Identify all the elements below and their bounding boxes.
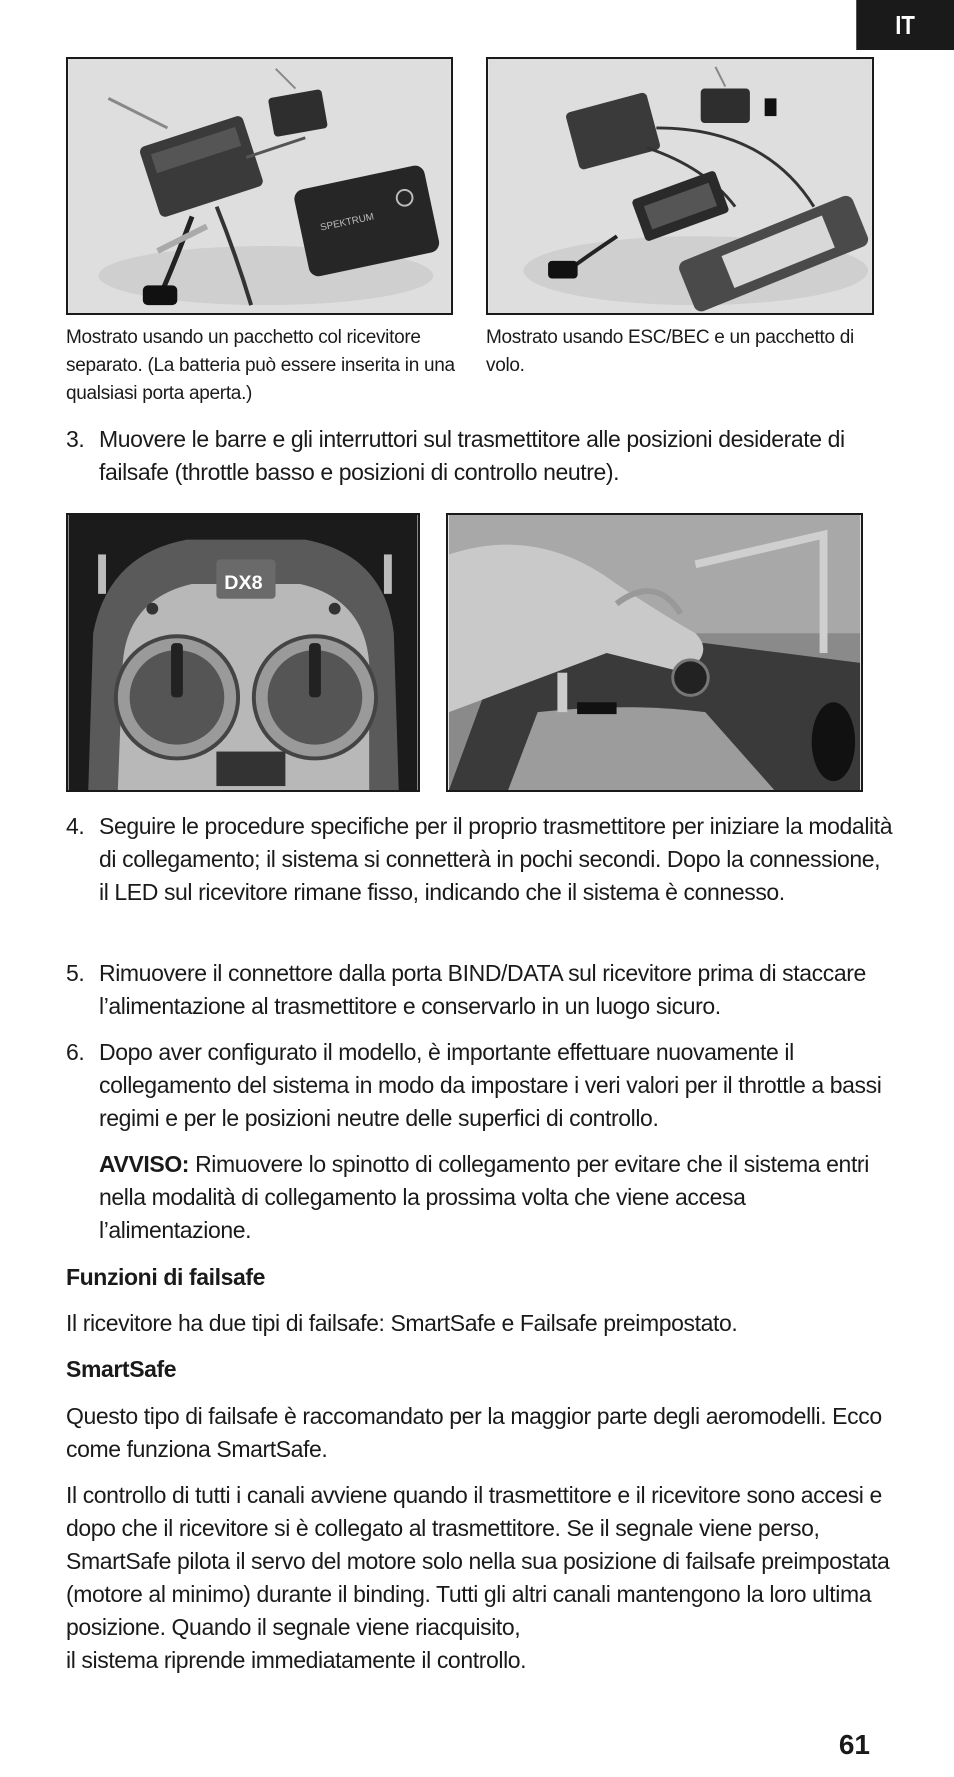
step-text: Dopo aver configurato il modello, è importante effettuare nuovamente il collegamento del sistema in modo da impostare i veri valori per il throttle a bassi regimi e per le posizioni neutre delle superfici di controllo.	[99, 1039, 882, 1131]
smartsafe-para2-end: il sistema riprende immediatamente il controllo.	[66, 1647, 527, 1673]
photo-receiver-battery	[66, 57, 453, 315]
step-3	[66, 423, 896, 489]
heading-smartsafe: SmartSafe	[66, 1356, 177, 1382]
transmitter-logo: DX8	[224, 571, 263, 594]
failsafe-intro: Il ricevitore ha due tipi di failsafe: SmartSafe e Failsafe preimpostato.	[66, 1310, 738, 1336]
receiver-battery-illustration	[68, 59, 451, 313]
photo-receiver-esc	[486, 57, 874, 315]
smartsafe-para1: Questo tipo di failsafe è raccomandato per la maggior parte degli aeromodelli. Ecco come funziona SmartSafe.	[66, 1403, 882, 1462]
step-text: Seguire le procedure specifiche per il proprio trasmettitore per iniziare la modalità di collegamento; il sistema si connetterà in pochi secondi. Dopo la connessione,	[99, 813, 893, 872]
notice-paragraph	[99, 1148, 889, 1247]
step-6	[66, 1036, 896, 1135]
language-tab	[856, 0, 954, 50]
step-number: 4.	[66, 813, 85, 839]
notice-text: Rimuovere lo spinotto di collegamento per evitare che il sistema entri nella modalità di collegamento la prossima volta che viene accesa l’alimentazione.	[99, 1151, 869, 1243]
photo-transmitter-dx8	[66, 513, 420, 792]
step-text-continued: il LED sul ricevitore rimane fisso, indicando che il sistema è connesso.	[99, 879, 785, 905]
step-text: Muovere le barre e gli interruttori sul trasmettitore alle posizioni desiderate di failsafe (throttle basso e posizioni di controllo neutre).	[99, 426, 845, 485]
hand-switch-illustration	[448, 515, 861, 790]
caption-receiver-esc: Mostrato usando ESC/BEC e un pacchetto di volo.	[486, 327, 854, 376]
step-number: 5.	[66, 960, 85, 986]
language-tab-label: IT	[895, 9, 915, 40]
step-4	[66, 810, 896, 909]
step-5	[66, 957, 896, 1023]
step-text: Rimuovere il connettore dalla porta BIND/DATA sul ricevitore prima di staccare l’alimentazione al trasmettitore e conservarlo in un luogo sicuro.	[99, 960, 866, 1019]
svg-text:SPEKTRUM: SPEKTRUM	[319, 211, 376, 234]
smartsafe-para2	[66, 1479, 896, 1677]
page-number: 61	[838, 1729, 870, 1760]
notice-label: AVVISO:	[99, 1151, 190, 1177]
caption-receiver-battery: Mostrato usando un pacchetto col ricevitore separato. (La batteria può essere inserita in una qualsiasi porta aperta.)	[66, 327, 455, 404]
photo-hand-switch	[446, 513, 863, 792]
smartsafe-para2-text: Il controllo di tutti i canali avviene quando il trasmettitore e il ricevitore sono accesi e dopo che il ricevitore si è collegato al trasmettitore. Se il segnale viene perso, SmartSafe pilota il servo del motore solo nella sua posizione di failsafe preimpostata (motore al minimo) durante il binding. Tutti gli altri canali mantengono la loro ultima posizione. Quando il segnale viene riacquisito,	[66, 1482, 890, 1640]
step-number: 6.	[66, 1039, 85, 1065]
receiver-esc-illustration	[488, 59, 872, 313]
step-number: 3.	[66, 426, 85, 452]
heading-failsafe: Funzioni di failsafe	[66, 1264, 266, 1290]
transmitter-illustration	[68, 515, 418, 790]
